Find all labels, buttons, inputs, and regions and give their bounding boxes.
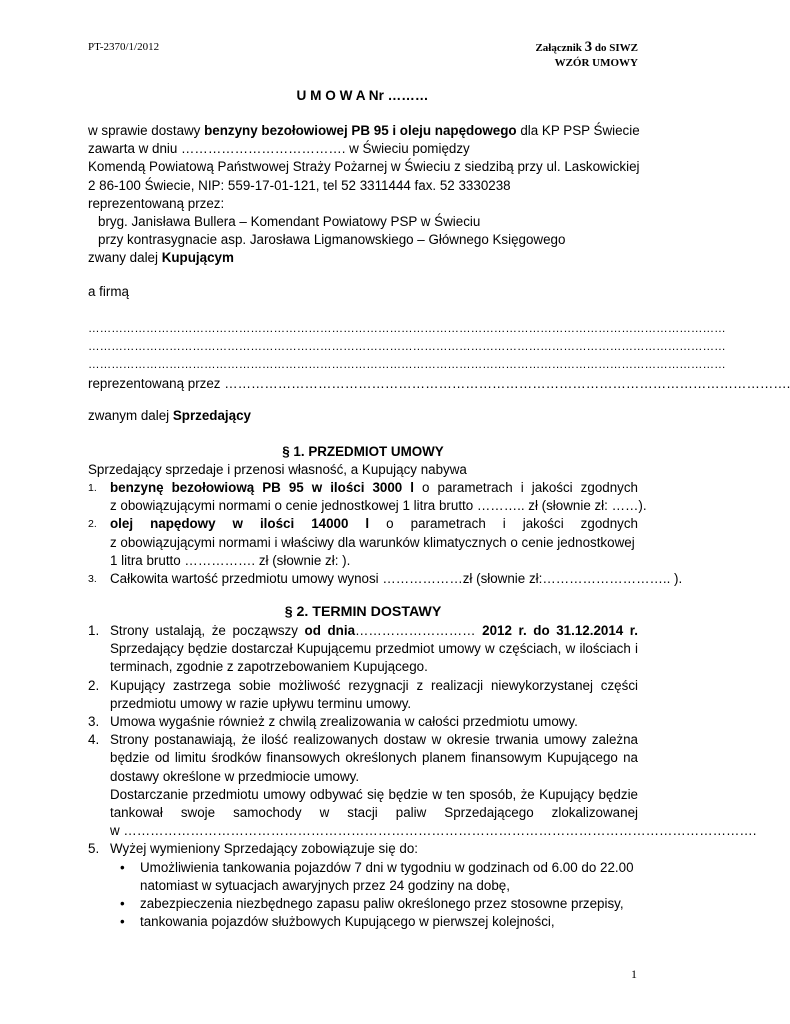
contract-intro [88, 122, 638, 268]
intro-line: przy kontrasygnacie asp. Jarosława Ligmanowskiego – Głównego Księgowego [98, 232, 566, 248]
section-2-title: § 2. TERMIN DOSTAWY [284, 604, 442, 620]
seller-details [88, 320, 790, 393]
section-1-list [88, 479, 683, 588]
blank-line: ………………………………………………………………………………………………………………………………………………… [88, 340, 726, 354]
contract-title: U M O W A Nr ……… [296, 88, 429, 103]
intro-line: 2 86-100 Świecie, NIP: 559-17-01-121, tel 52 3311444 fax. 52 3330238 [88, 177, 511, 193]
list-item: 3. Umowa wygaśnie również z chwilą zrealizowania w całości przedmiotu umowy. [88, 714, 578, 730]
list-item: 2. olej napędowy w ilości 14000 l o parametrach i jakości zgodnych z obowiązującymi normami i właściwy dla warunków klimatycznych o cenie jednostkowej 1 litra brutto ……………. zł (słownie zł: ). [88, 516, 638, 568]
list-item: 3. Całkowita wartość przedmiotu umowy wynosi ………………zł (słownie zł:……………………….. ). [88, 571, 683, 587]
bullet-item: • Umożliwienia tankowania pojazdów 7 dni w tygodniu w godzinach od 6.00 do 22.00 natomiast w sytuacjach awaryjnych przez 24 godziny na dobę, [120, 859, 634, 893]
intro-line: Komendą Powiatową Państwowej Straży Pożarnej w Świeciu z siedzibą przy ul. Laskowickiej [88, 159, 640, 175]
document-reference: PT-2370/1/2012 [88, 41, 160, 53]
seller-designation: zwanym dalej Sprzedający [88, 408, 251, 423]
section-1-title: § 1. PRZEDMIOT UMOWY [282, 444, 444, 459]
bullet-item: • tankowania pojazdów służbowych Kupującego w pierwszej kolejności, [110, 913, 638, 931]
bullet-icon: • [120, 914, 125, 930]
firm-label: a firmą [88, 284, 129, 299]
section-1-intro: Sprzedający sprzedaje i przenosi własność, a Kupujący nabywa [88, 462, 467, 477]
list-item: 1. Strony ustalają, że począwszy od dnia……………………… 2012 r. do 31.12.2014 r. Sprzedający będzie dostarczał Kupującemu przedmiot umowy w częściach, w ilościach i terminach, zgodnie z zapotrzebowaniem Kupującego. [88, 623, 639, 675]
list-item: 5. Wyżej wymieniony Sprzedający zobowiązuje się do: • Umożliwienia tankowania pojazdów 7 dni w tygodniu w godzinach od 6.00 do 22.00 natomiast w sytuacjach awaryjnych przez 24 godziny na dobę, • zabezpieczenia niezbędnego zapasu paliw określonego przez stosowne przepisy, • tankowania pojazdów służbowych Kupującego w pierwszej kolejności, [88, 840, 638, 931]
list-item: 2. Kupujący zastrzega sobie możliwość rezygnacji z realizacji niewykorzystanej części przedmiotu umowy w razie upływu terminu umowy. [88, 677, 638, 711]
intro-line: zwany dalej Kupującym [88, 250, 234, 266]
bullet-icon: • [120, 896, 125, 912]
intro-line: reprezentowaną przez: [88, 195, 225, 211]
blank-line: ………………………………………………………………………………………………………………………………………………… [88, 322, 726, 335]
form-label: WZÓR UMOWY [554, 56, 638, 69]
intro-line: zawarta w dniu ………………………………. w Świeciu pomiędzy [88, 141, 470, 157]
list-item: 4. Strony postanawiają, że ilość realizowanych dostaw w okresie trwania umowy zależna będzie od limitu środków finansowych określonych planem finansowym Kupującego na dostawy określone w przedmiocie umowy. Dostarczanie przedmiotu umowy odbywać się będzie w ten sposób, że Kupujący będzie tankował swoje samochody w stacji paliw Sprzedającego zlokalizowanej w ……………………………………………………………………………………………………………………………. [88, 732, 757, 839]
attachment-label: Załącznik 3 do SIWZ [535, 39, 638, 55]
attachment-header [535, 40, 638, 70]
seller-representative: reprezentowaną przez ………………………………………………………………………………………………………………. [88, 375, 790, 391]
intro-line: bryg. Janisława Bullera – Komendant Powiatowy PSP w Świeciu [98, 214, 481, 230]
bullet-item: • zabezpieczenia niezbędnego zapasu paliw określonego przez stosowne przepisy, [110, 895, 638, 913]
page-number: 1 [631, 967, 637, 981]
blank-line: ………………………………………………………………………………………………………………………………………………… [88, 358, 726, 372]
intro-line: w sprawie dostawy benzyny bezołowiowej PB 95 i oleju napędowego dla KP PSP Świecie [88, 123, 640, 138]
section-2-list [88, 622, 757, 931]
list-item: 1. benzynę bezołowiową PB 95 w ilości 3000 l o parametrach i jakości zgodnych z obowiązującymi normami o cenie jednostkowej 1 litra brutto ……….. zł (słownie zł: ……). [88, 480, 647, 514]
bullet-icon: • [120, 859, 125, 875]
